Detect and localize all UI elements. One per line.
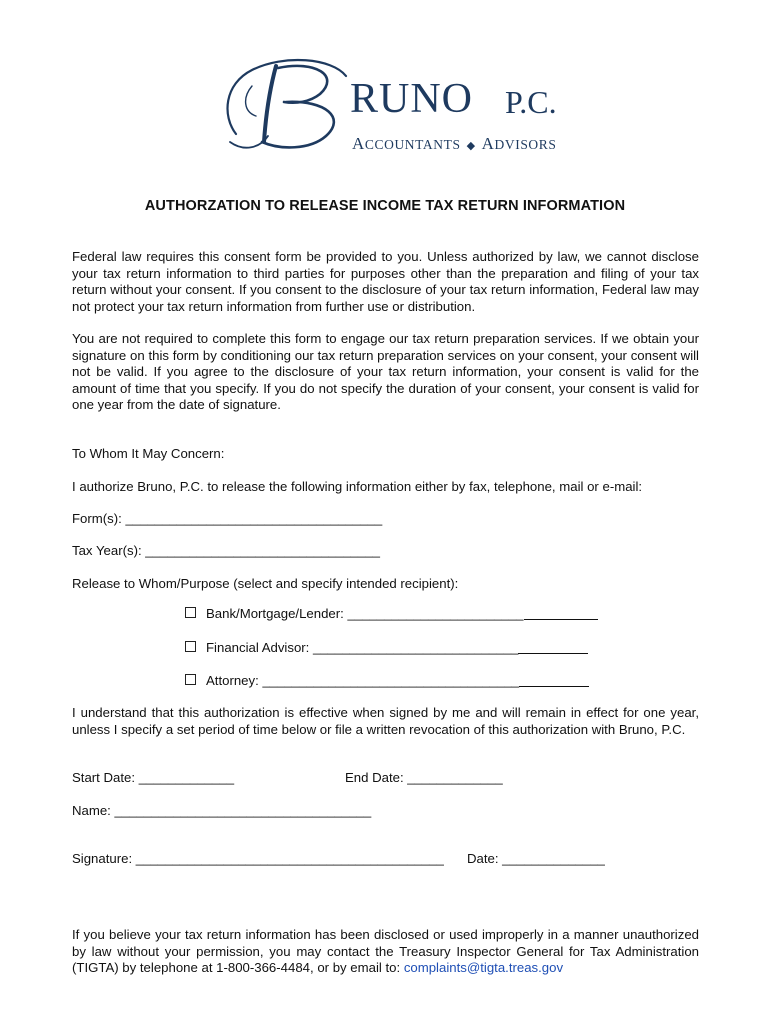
financial-advisor-label: Financial Advisor: ____________________________ bbox=[206, 640, 519, 655]
end-date-field[interactable]: End Date: _____________ bbox=[345, 770, 503, 785]
financial-advisor-underline bbox=[518, 641, 588, 654]
logo-tagline bbox=[352, 134, 557, 154]
forms-field[interactable]: Form(s): ___________________________________ bbox=[72, 511, 383, 526]
tigta-email-link[interactable]: complaints@tigta.treas.gov bbox=[403, 960, 564, 976]
bank-label: Bank/Mortgage/Lender: ________________________ bbox=[206, 606, 524, 621]
financial-advisor-checkbox[interactable] bbox=[185, 641, 196, 652]
authorize-statement: I authorize Bruno, P.C. to release the following information either by fax, telephone, mail or e-mail: bbox=[72, 479, 643, 494]
logo-script-b-mark bbox=[214, 46, 364, 156]
attorney-underline bbox=[519, 674, 589, 687]
tigta-contact-paragraph bbox=[72, 927, 699, 977]
signature-date-field[interactable]: Date: ______________ bbox=[467, 851, 605, 866]
tagline-advisors: DVISORS bbox=[494, 137, 557, 152]
attorney-checkbox[interactable] bbox=[185, 674, 196, 685]
tagline-accountants: CCOUNTANTS bbox=[364, 137, 461, 152]
bank-underline bbox=[524, 607, 598, 620]
release-to-label: Release to Whom/Purpose (select and specify intended recipient): bbox=[72, 576, 459, 591]
consent-notice-paragraph: Federal law requires this consent form be provided to you. Unless authorized by law, we cannot disclose your tax return information to third parties for purposes other than the preparation and filing of your tax return without your consent. If you consent to the disclosure of your tax return information, Federal law may not protect your tax return information from further use or distribution. bbox=[72, 249, 699, 314]
not-required-paragraph: You are not required to complete this form to engage our tax return preparation services. If we obtain your signature on this form by conditioning our tax return preparation services on your consent, your consent will not be valid. If you agree to the disclosure of your tax return information, your consent is valid for the amount of time that you specify. If you do not specify the duration of your consent, your consent is valid for one year from the date of signature. bbox=[72, 331, 699, 413]
tax-years-field[interactable]: Tax Year(s): ________________________________ bbox=[72, 543, 380, 558]
diamond-icon: ◆ bbox=[466, 140, 476, 152]
logo-wordmark: RUNO bbox=[350, 76, 474, 122]
signature-field[interactable]: Signature: __________________________________________ bbox=[72, 851, 444, 866]
tagline-initial-a: A bbox=[352, 134, 365, 153]
attorney-label: Attorney: ___________________________________ bbox=[206, 673, 520, 688]
salutation: To Whom It May Concern: bbox=[72, 446, 225, 461]
form-title: AUTHORZATION TO RELEASE INCOME TAX RETURN INFORMATION bbox=[144, 198, 626, 214]
recipient-bank-option[interactable] bbox=[185, 606, 598, 622]
tigta-text: If you believe your tax return information has been disclosed or used improperly in a manner unauthorized by law without your permission, you may contact the Treasury Inspector General for Tax Administration (TIGTA) by telephone at 1-800-366-4484, or by email to: bbox=[72, 927, 699, 976]
name-field[interactable]: Name: ___________________________________ bbox=[72, 803, 372, 818]
effective-period-paragraph: I understand that this authorization is effective when signed by me and will remain in effect for one year, unless I specify a set period of time below or file a written revocation of this authorization with Bruno, P.C. bbox=[72, 705, 699, 737]
bank-checkbox[interactable] bbox=[185, 607, 196, 618]
recipient-attorney-option[interactable] bbox=[185, 673, 589, 689]
tagline-initial-a2: A bbox=[481, 134, 495, 153]
bruno-pc-logo bbox=[214, 46, 574, 156]
recipient-financial-advisor-option[interactable] bbox=[185, 640, 588, 656]
start-date-field[interactable]: Start Date: _____________ bbox=[72, 770, 235, 785]
logo-suffix: P.C. bbox=[505, 84, 557, 120]
